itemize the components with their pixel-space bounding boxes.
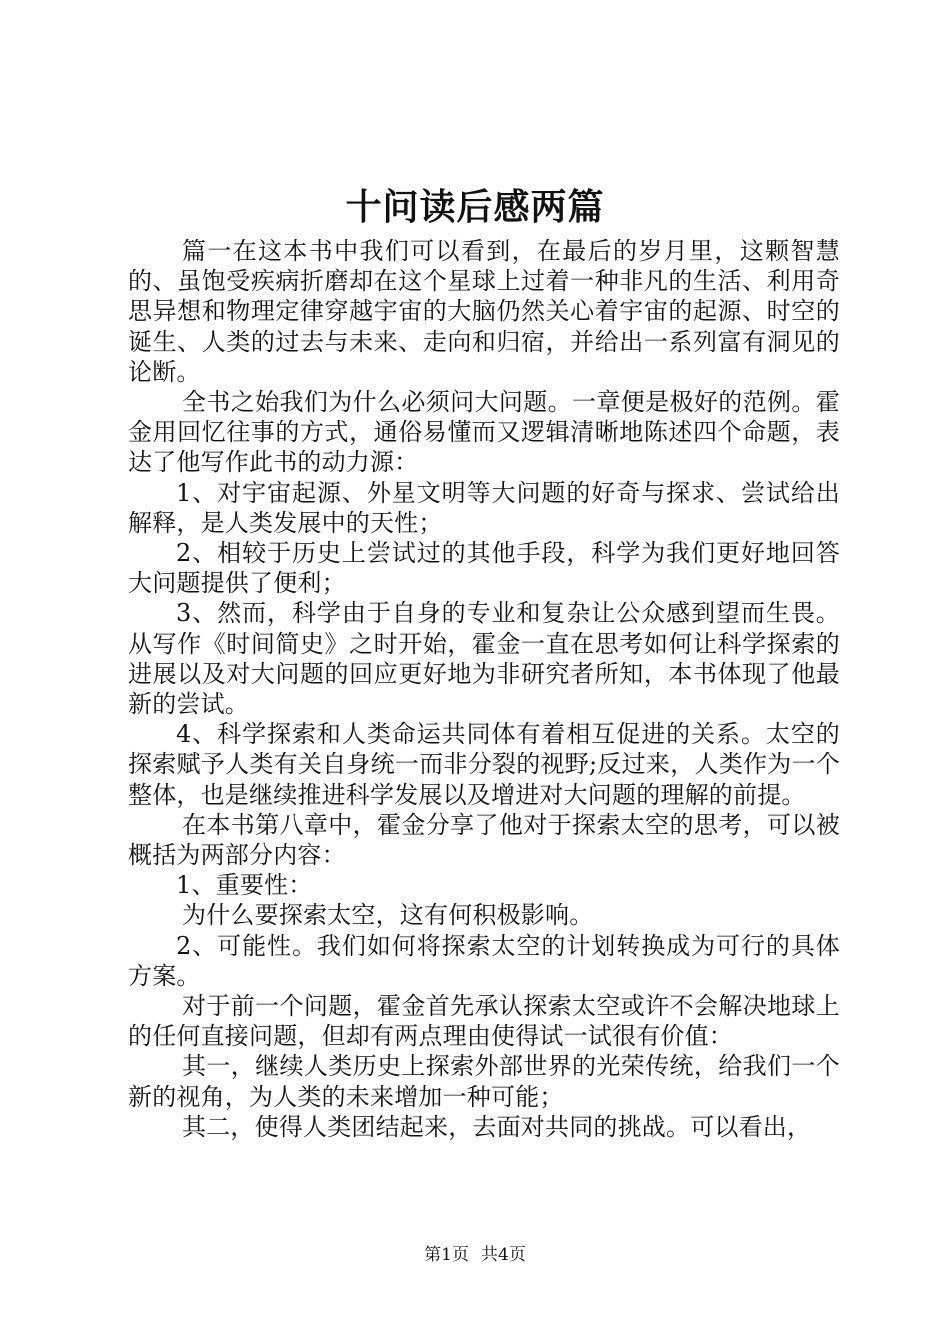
- list-item-importance: 1、重要性：: [176, 871, 313, 900]
- paragraph-chapter-eight: 在本书第八章中，霍金分享了他对于探索太空的思考，可以被概括为两部分内容：: [128, 810, 840, 870]
- page-number: 第1页: [424, 1245, 469, 1265]
- list-item-proposition-3: 3、然而，科学由于自身的专业和复杂让公众感到望而生畏。从写作《时间简史》之时开始，霍金一直在思考如何让科学探索的进展以及对大问题的回应更好地为非研究者所知，本书体现了他最新的尝试。: [128, 599, 840, 719]
- paragraph-importance-detail: 为什么要探索太空，这有何积极影响。: [182, 901, 594, 930]
- list-item-proposition-1: 1、对宇宙起源、外星文明等大问题的好奇与探求、尝试给出解释，是人类发展中的天性；: [128, 478, 840, 537]
- document-body: [128, 236, 840, 1142]
- paragraph-reason-one: 其一，继续人类历史上探索外部世界的光荣传统，给我们一个新的视角，为人类的未来增加一种可能；: [128, 1052, 840, 1111]
- list-item-proposition-2: 2、相较于历史上尝试过的其他手段，科学为我们更好地回答大问题提供了便利；: [128, 539, 840, 598]
- list-item-feasibility: 2、可能性。我们如何将探索太空的计划转换成为可行的具体方案。: [128, 931, 840, 990]
- paragraph-opening-chapter: 全书之始我们为什么必须问大问题。一章便是极好的范例。霍金用回忆往事的方式，通俗易懂而又逻辑清晰地陈述四个命题，表达了他写作此书的动力源：: [128, 388, 840, 477]
- list-item-proposition-4: 4、科学探索和人类命运共同体有着相互促进的关系。太空的探索赋予人类有关自身统一而非分裂的视野;反过来，人类作为一个整体，也是继续推进科学发展以及增进对大问题的理解的前提。: [128, 720, 840, 809]
- document-title: 十问读后感两篇: [345, 186, 605, 228]
- paragraph-intro: 篇一在这本书中我们可以看到，在最后的岁月里，这颗智慧的、虽饱受疾病折磨却在这个星球上过着一种非凡的生活、利用奇思异想和物理定律穿越宇宙的大脑仍然关心着宇宙的起源、时空的诞生、人类的过去与未来、走向和归宿，并给出一系列富有洞见的论断。: [128, 237, 840, 386]
- paragraph-first-question: 对于前一个问题，霍金首先承认探索太空或许不会解决地球上的任何直接问题，但却有两点理由使得试一试很有价值：: [128, 992, 840, 1051]
- paragraph-reason-two: 其二，使得人类团结起来，去面对共同的挑战。可以看出，: [182, 1112, 812, 1141]
- page-footer: [0, 1243, 950, 1267]
- page-total: 共4页: [481, 1245, 526, 1265]
